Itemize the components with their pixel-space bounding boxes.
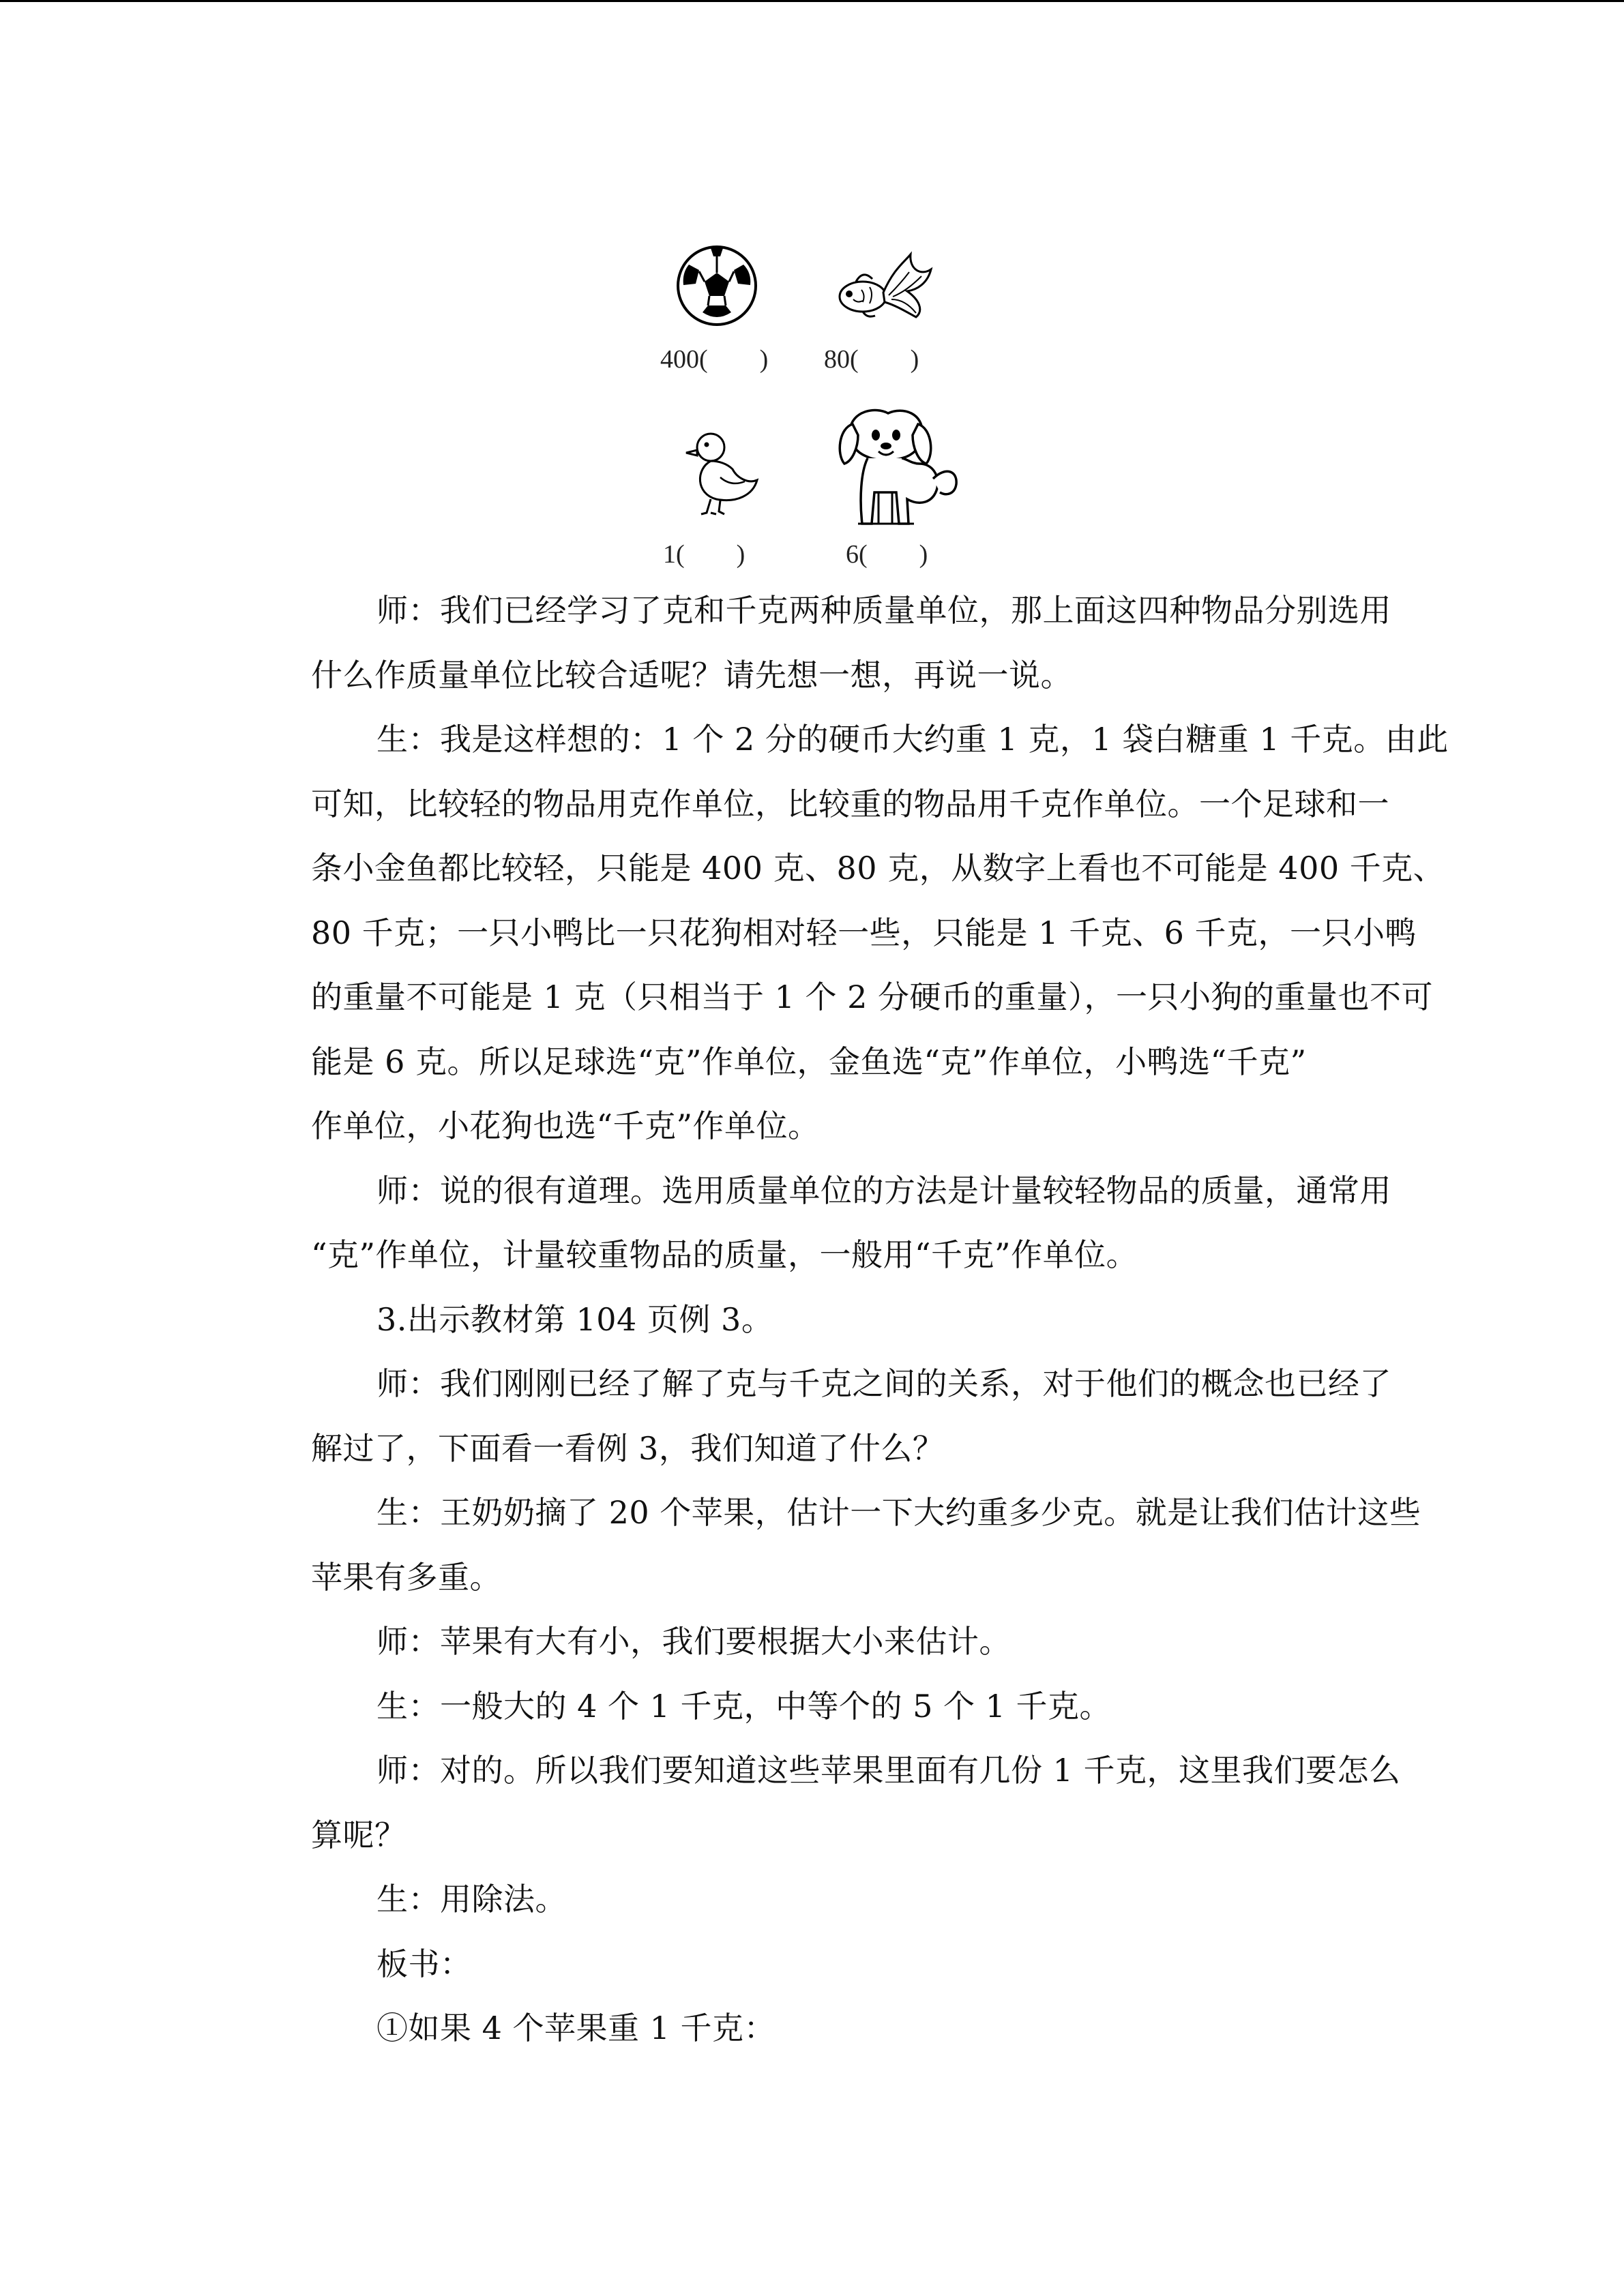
duck-caption: 1( ) — [663, 540, 745, 569]
text-line: 师：苹果有大有小，我们要根据大小来估计。 — [377, 1623, 1011, 1660]
goldfish-caption: 80( ) — [824, 345, 919, 374]
dog-icon — [831, 404, 962, 531]
text-line: 生：王奶奶摘了 20 个苹果，估计一下大约重多少克。就是让我们估计这些 — [377, 1494, 1421, 1531]
text-line: 作单位，小花狗也选“千克”作单位。 — [311, 1107, 820, 1144]
text-line: 师：我们已经学习了克和千克两种质量单位，那上面这四种物品分别选用 — [377, 592, 1391, 629]
text-line: 什么作质量单位比较合适呢？请先想一想，再说一说。 — [311, 656, 1072, 694]
text-line: 师：对的。所以我们要知道这些苹果里面有几份 1 千克，这里我们要怎么 — [377, 1752, 1401, 1789]
goldfish-icon — [829, 242, 938, 324]
text-line: 苹果有多重。 — [311, 1558, 501, 1596]
main-text — [246, 578, 1449, 2061]
paragraph — [246, 1674, 1378, 1739]
text-line: 生：我是这样想的：1 个 2 分的硬币大约重 1 克，1 袋白糖重 1 千克。由此 — [377, 721, 1449, 758]
text-line: 80 千克；一只小鸭比一只花狗相对轻一些，只能是 1 千克、6 千克，一只小鸭 — [311, 914, 1417, 951]
paragraph — [246, 1867, 1378, 1932]
paragraph — [246, 707, 1449, 1159]
text-line: 解过了，下面看一看例 3，我们知道了什么？ — [311, 1429, 945, 1467]
text-line: ①如果 4 个苹果重 1 千克： — [377, 2010, 776, 2046]
text-line: “克”作单位，计量较重物品的质量，一般用“千克”作单位。 — [311, 1236, 1138, 1273]
text-line: 算呢？ — [311, 1816, 407, 1853]
text-line: 3.出示教材第 104 页例 3。 — [377, 1300, 773, 1338]
paragraph — [246, 1159, 1391, 1287]
soccer-ball-icon — [675, 244, 758, 327]
paragraph — [246, 1738, 1401, 1867]
paragraph — [246, 1996, 1378, 2061]
paragraph — [246, 1287, 1378, 1352]
duck-icon — [682, 428, 763, 518]
paragraph — [246, 1352, 1391, 1480]
page-top-border — [0, 0, 1624, 2]
text-line: 师：我们刚刚已经了解了克与千克之间的关系，对于他们的概念也已经了 — [377, 1365, 1391, 1402]
text-line: 条小金鱼都比较轻，只能是 400 克、80 克，从数字上看也不可能是 400 千克、 — [311, 850, 1445, 886]
text-line: 能是 6 克。所以足球选“克”作单位，金鱼选“克”作单位，小鸭选“千克” — [311, 1043, 1307, 1080]
paragraph — [246, 1609, 1378, 1674]
paragraph — [246, 1932, 1378, 1997]
text-line: 生：用除法。 — [377, 1881, 567, 1918]
dog-caption: 6( ) — [846, 540, 928, 569]
paragraph — [246, 1480, 1421, 1609]
text-line: 生：一般大的 4 个 1 千克，中等个的 5 个 1 千克。 — [377, 1687, 1112, 1725]
paragraph — [246, 578, 1391, 707]
soccer-ball-caption: 400( ) — [660, 345, 769, 374]
text-line: 可知，比较轻的物品用克作单位，比较重的物品用千克作单位。一个足球和一 — [311, 785, 1389, 822]
text-line: 师：说的很有道理。选用质量单位的方法是计量较轻物品的质量，通常用 — [377, 1172, 1391, 1209]
text-line: 板书： — [377, 1945, 472, 1982]
text-line: 的重量不可能是 1 克（只相当于 1 个 2 分硬币的重量），一只小狗的重量也不可 — [311, 979, 1434, 1015]
